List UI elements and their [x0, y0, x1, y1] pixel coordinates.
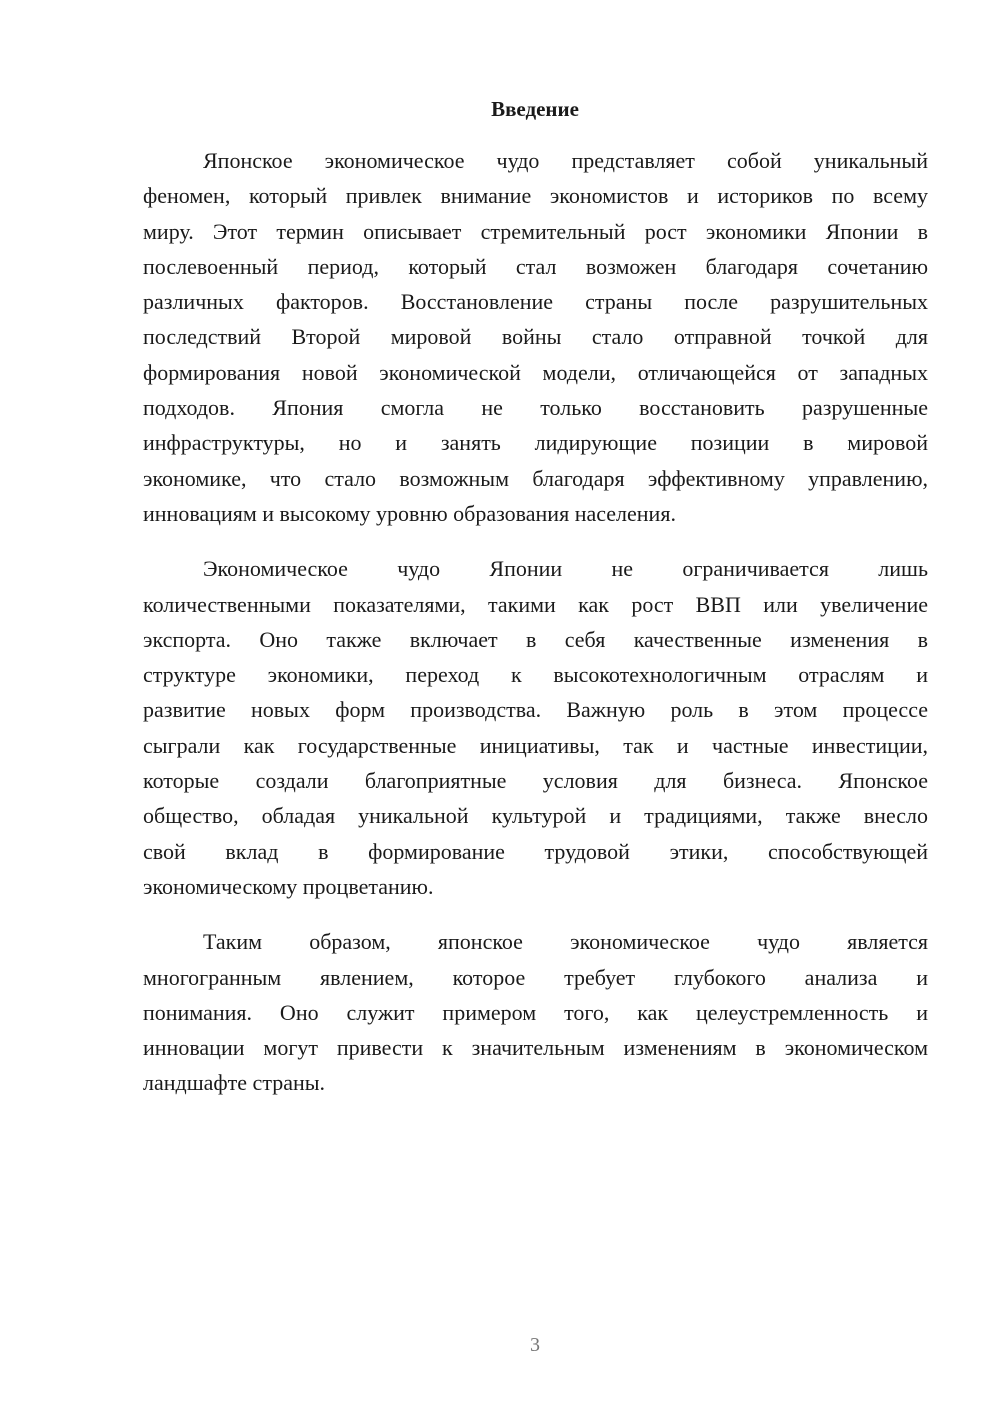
text-line: Японское экономическое чудо представляет собой уникальный: [203, 148, 928, 173]
text-line: экономике, что стало возможным благодаря эффективному управлению,: [143, 465, 928, 491]
text-line: экспорта. Оно также включает в себя качественные изменения в: [143, 626, 928, 652]
text-line: свой вклад в формирование трудовой этики, способствующей: [143, 838, 928, 864]
text-line: формирования новой экономической модели, отличающейся от западных: [143, 359, 928, 385]
text-line: ландшафте страны.: [143, 1070, 326, 1096]
text-line: многогранным явлением, которое требует глубокого анализа и: [143, 964, 928, 990]
text-line: миру. Этот термин описывает стремительный рост экономики Японии в: [143, 218, 928, 244]
text-line: количественными показателями, такими как рост ВВП или увеличение: [143, 591, 928, 617]
text-line: понимания. Оно служит примером того, как целеустремленность и: [143, 999, 928, 1025]
text-line: феномен, который привлек внимание экономистов и историков по всему: [143, 183, 928, 209]
paragraph: [143, 924, 928, 1100]
text-line: подходов. Япония смогла не только восстановить разрушенные: [143, 395, 928, 421]
text-line: структуре экономики, переход к высокотехнологичным отраслям и: [143, 662, 928, 688]
text-line: инфраструктуры, но и занять лидирующие позиции в мировой: [143, 430, 928, 456]
text-line: инновации могут привести к значительным изменениям в экономическом: [143, 1035, 928, 1061]
page-number: 3: [530, 1334, 540, 1356]
text-line: Экономическое чудо Японии не ограничивается лишь: [203, 556, 928, 582]
text-line: сыграли как государственные инициативы, так и частные инвестиции,: [143, 732, 928, 758]
paragraph: [143, 551, 928, 904]
text-line: инновациям и высокому уровню образования населения.: [143, 500, 676, 526]
section-heading: Введение: [491, 97, 579, 121]
text-line: общество, обладая уникальной культурой и традициями, также внесло: [143, 803, 928, 829]
text-line: послевоенный период, который стал возможен благодаря сочетанию: [143, 253, 928, 279]
paragraph: [143, 143, 928, 531]
text-line: экономическому процветанию.: [143, 873, 434, 899]
text-line: последствий Второй мировой войны стало отправной точкой для: [143, 324, 928, 350]
text-line: которые создали благоприятные условия для бизнеса. Японское: [143, 768, 928, 794]
text-line: развитие новых форм производства. Важную роль в этом процессе: [143, 697, 928, 723]
text-line: Таким образом, японское экономическое чудо является: [203, 929, 928, 955]
document-body: [143, 143, 928, 1121]
text-line: различных факторов. Восстановление страны после разрушительных: [143, 289, 928, 315]
